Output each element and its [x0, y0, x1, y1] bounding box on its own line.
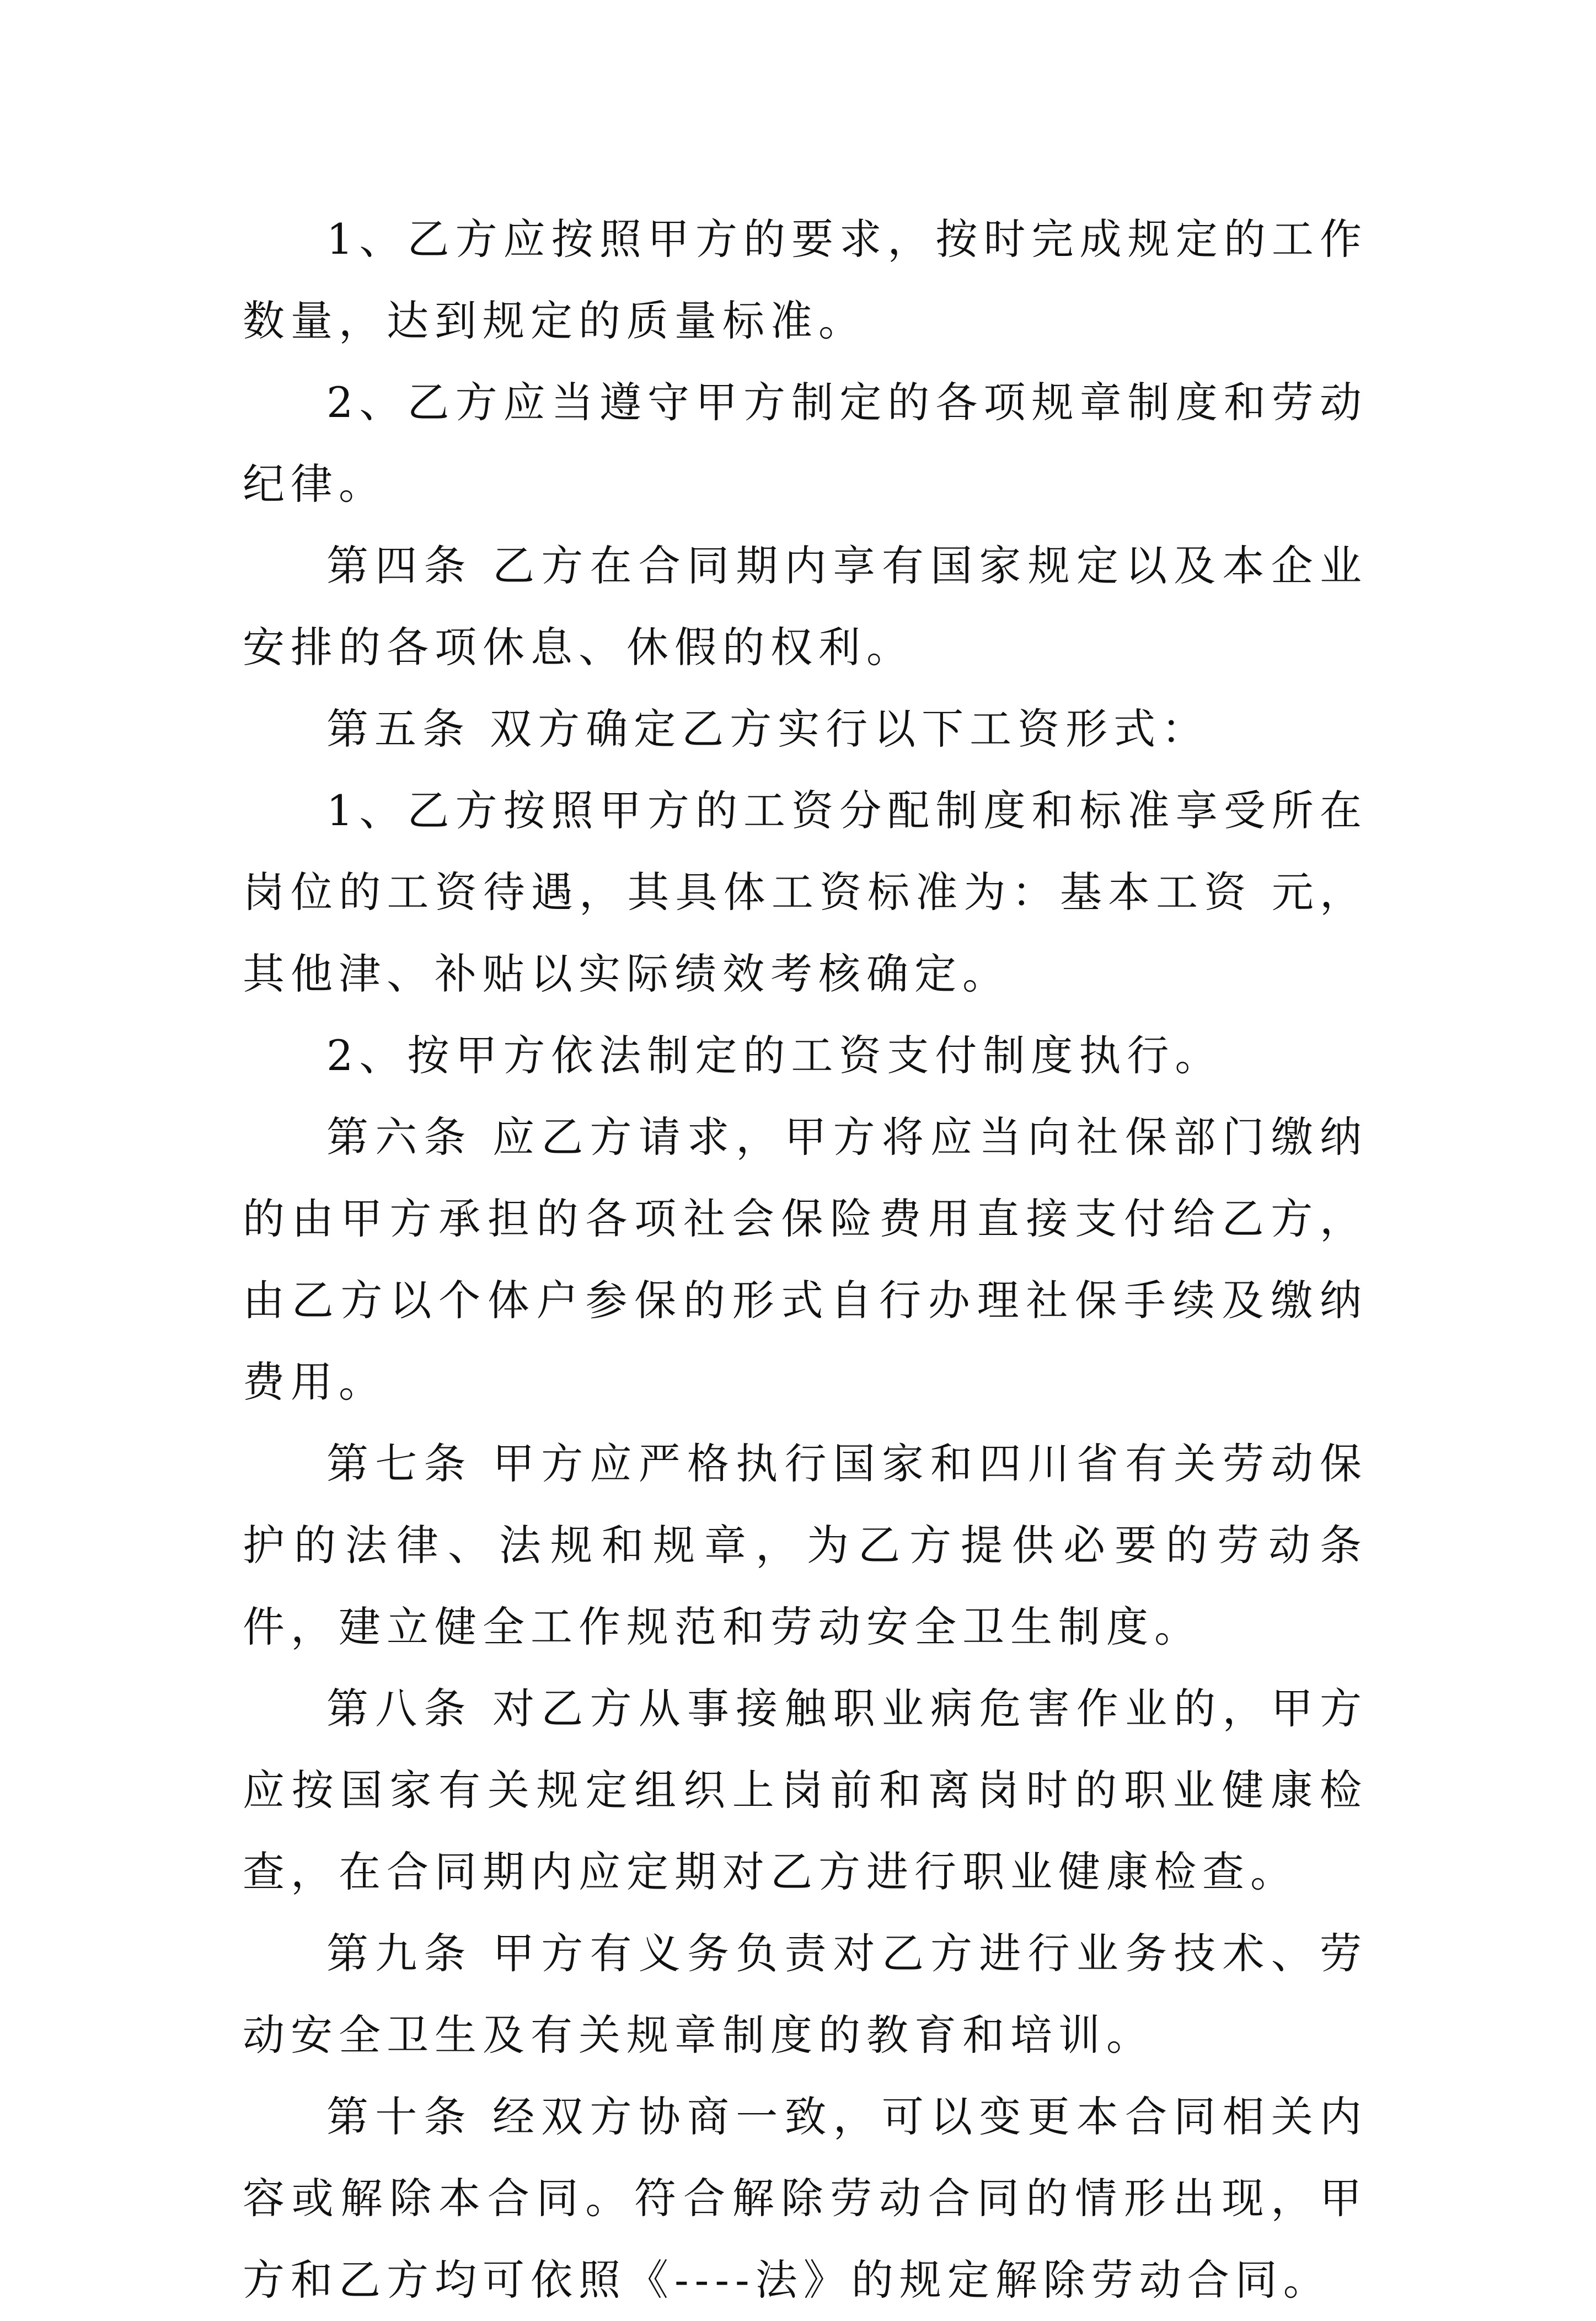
document-body	[243, 199, 1368, 2321]
article-5-item-1: 1、乙方按照甲方的工资分配制度和标准享受所在岗位的工资待遇，其具体工资标准为：基本工资 元，其他津、补贴以实际绩效考核确定。	[243, 786, 1368, 998]
article-5-paragraph: 第五条 双方确定乙方实行以下工资形式：	[326, 704, 1210, 753]
paragraph-2: 2、乙方应当遵守甲方制定的各项规章制度和劳动纪律。	[243, 378, 1368, 509]
article-10-paragraph: 第十条 经双方协商一致，可以变更本合同相关内容或解除本合同。符合解除劳动合同的情形出现，甲方和乙方均可依照《----法》的规定解除劳动合同。	[243, 2092, 1368, 2304]
article-8-paragraph: 第八条 对乙方从事接触职业病危害作业的，甲方应按国家有关规定组织上岗前和离岗时的职业健康检查，在合同期内应定期对乙方进行职业健康检查。	[243, 1684, 1368, 1896]
article-6-paragraph: 第六条 应乙方请求，甲方将应当向社保部门缴纳的由甲方承担的各项社会保险费用直接支付给乙方，由乙方以个体户参保的形式自行办理社保手续及缴纳费用。	[243, 1113, 1368, 1406]
article-4-paragraph: 第四条 乙方在合同期内享有国家规定以及本企业安排的各项休息、休假的权利。	[243, 541, 1368, 672]
article-9-paragraph: 第九条 甲方有义务负责对乙方进行业务技术、劳动安全卫生及有关规章制度的教育和培训。	[243, 1929, 1368, 2060]
article-5-item-2: 2、按甲方依法制定的工资支付制度执行。	[326, 1031, 1223, 1080]
paragraph-1: 1、乙方应按照甲方的要求，按时完成规定的工作数量，达到规定的质量标准。	[243, 215, 1368, 345]
article-7-paragraph: 第七条 甲方应严格执行国家和四川省有关劳动保护的法律、法规和规章，为乙方提供必要的劳动条件，建立健全工作规范和劳动安全卫生制度。	[243, 1439, 1368, 1651]
